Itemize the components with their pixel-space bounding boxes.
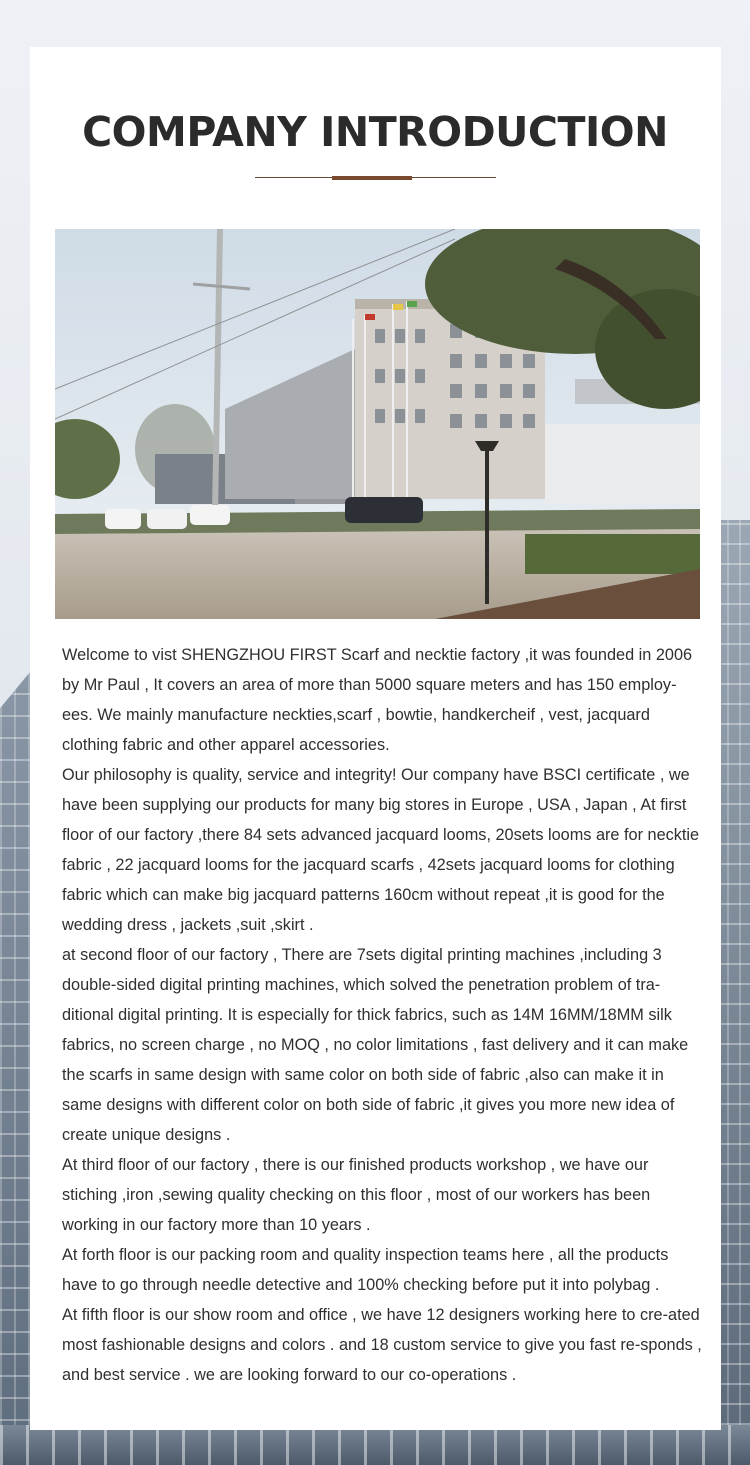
background-building-bottom <box>0 1425 750 1465</box>
page-title: COMPANY INTRODUCTION <box>82 108 668 156</box>
company-introduction-text <box>62 640 707 1390</box>
paragraph-fifth-floor: At fifth floor is our show room and office , we have 12 designers working here to cre-ated most fashionable designs and colors . and 18 custom service to give you fast re-sponds , and best service . we are looking forward to our co-operations . <box>62 1306 702 1384</box>
paragraph-philosophy: Our philosophy is quality, service and integrity! Our company have BSCI certificate , we have been supplying our products for many big stores in Europe , USA , Japan , At first floor of our factory ,there 84 sets advanced jacquard looms, 20sets looms are for necktie fabric , 22 jacquard looms for the jacquard scarfs , 42sets jacquard looms for clothing fabric which can make big jacquard patterns 160cm without repeat ,it is good for the wedding dress , jackets ,suit ,skirt . <box>62 766 700 934</box>
paragraph-second-floor: at second floor of our factory , There are 7sets digital printing machines ,including 3 double-sided digital printing machines, which solved the penetration problem of tra-ditional digital printing. It is especially for thick fabrics, such as 14M 16MM/18MM silk fabrics, no screen charge , no MOQ , no color limitations , fast delivery and it can make the scarfs in same design with same color on both side of fabric ,also can make it in same designs with different color on both side of fabric ,it gives you more new idea of create unique designs . <box>62 946 689 1144</box>
paragraph-welcome: Welcome to vist SHENGZHOU FIRST Scarf and necktie factory ,it was founded in 2006 by Mr Paul , It covers an area of more than 5000 square meters and has 150 employ-ees. We mainly manufacture neckties,scarf , bowtie, handkercheif , vest, jacquard clothing fabric and other apparel accessories. <box>62 646 693 754</box>
paragraph-third-floor: At third floor of our factory , there is our finished products workshop , we have our stiching ,iron ,sewing quality checking on this floor , most of our workers has been working in our factory more than 10 years . <box>62 1156 651 1234</box>
title-divider-accent <box>332 176 412 180</box>
factory-photo-illustration <box>55 229 700 619</box>
paragraph-fourth-floor: At forth floor is our packing room and quality inspection teams here , all the products have to go through needle detective and 100% checking before put it into polybag . <box>62 1246 669 1294</box>
factory-building-photo <box>55 229 700 619</box>
